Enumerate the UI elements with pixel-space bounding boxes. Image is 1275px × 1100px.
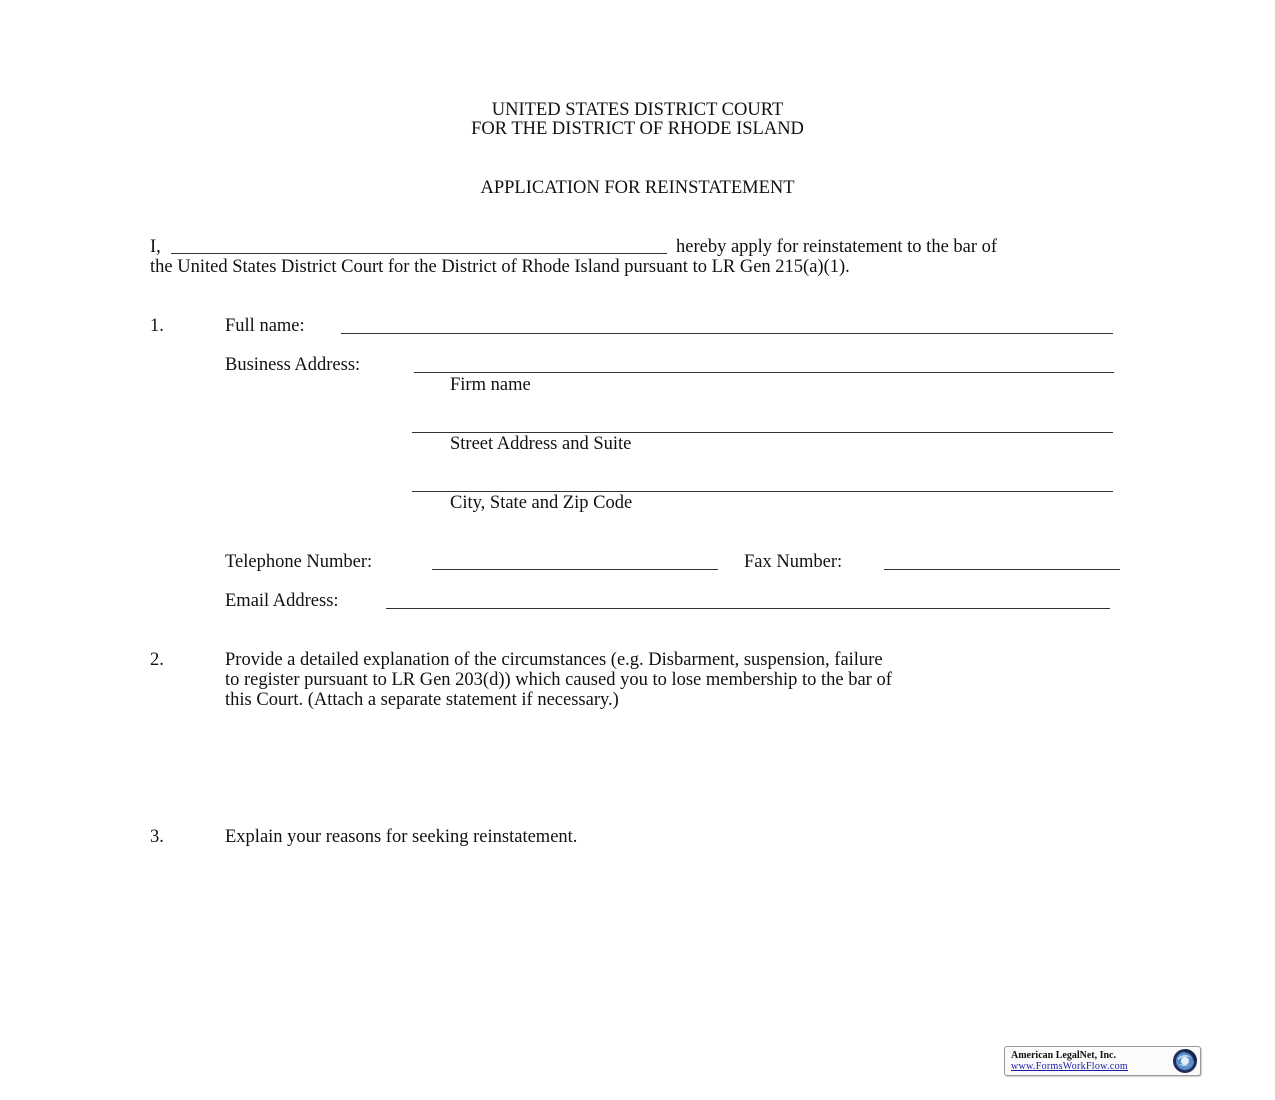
badge-url-link[interactable]: www.FormsWorkFlow.com xyxy=(1011,1061,1128,1072)
business-address-label: Business Address: xyxy=(225,355,361,375)
applicant-name-field[interactable] xyxy=(171,253,667,254)
intro-line2: the United States District Court for the District of Rhode Island pursuant to LR Gen 215(a)(1). xyxy=(150,257,850,277)
section2-line2: to register pursuant to LR Gen 203(d)) which caused you to lose membership to the bar of xyxy=(225,670,892,690)
email-label: Email Address: xyxy=(225,591,339,611)
email-field[interactable] xyxy=(386,608,1110,609)
fax-field[interactable] xyxy=(884,569,1120,570)
fax-label: Fax Number: xyxy=(744,552,843,572)
badge-company-name: American LegalNet, Inc. xyxy=(1011,1050,1116,1061)
court-name-line1: UNITED STATES DISTRICT COURT xyxy=(491,100,784,120)
footer-badge[interactable] xyxy=(1004,1046,1201,1076)
section1-number: 1. xyxy=(150,316,164,336)
section2-line3: this Court. (Attach a separate statement if necessary.) xyxy=(225,690,619,710)
street-address-field[interactable] xyxy=(412,432,1113,433)
street-address-caption: Street Address and Suite xyxy=(450,434,632,454)
section2-number: 2. xyxy=(150,650,164,670)
firm-name-caption: Firm name xyxy=(450,375,531,395)
telephone-label: Telephone Number: xyxy=(225,552,373,572)
section3-number: 3. xyxy=(150,827,164,847)
city-state-zip-caption: City, State and Zip Code xyxy=(450,493,633,513)
intro-prefix: I, xyxy=(150,237,161,257)
telephone-field[interactable] xyxy=(432,569,718,570)
firm-name-field[interactable] xyxy=(414,372,1114,373)
court-name-line2: FOR THE DISTRICT OF RHODE ISLAND xyxy=(471,119,804,139)
globe-logo-icon xyxy=(1172,1048,1198,1074)
city-state-zip-field[interactable] xyxy=(412,491,1113,492)
document-title: APPLICATION FOR REINSTATEMENT xyxy=(480,178,795,198)
full-name-label: Full name: xyxy=(225,316,305,336)
full-name-field[interactable] xyxy=(341,333,1113,334)
section2-line1: Provide a detailed explanation of the circumstances (e.g. Disbarment, suspension, failure xyxy=(225,650,883,670)
section3-text: Explain your reasons for seeking reinstatement. xyxy=(225,827,578,847)
intro-line1-suffix: hereby apply for reinstatement to the bar of xyxy=(676,237,998,257)
section3-response-area[interactable] xyxy=(225,855,1125,1025)
section2-response-area[interactable] xyxy=(225,718,1125,813)
